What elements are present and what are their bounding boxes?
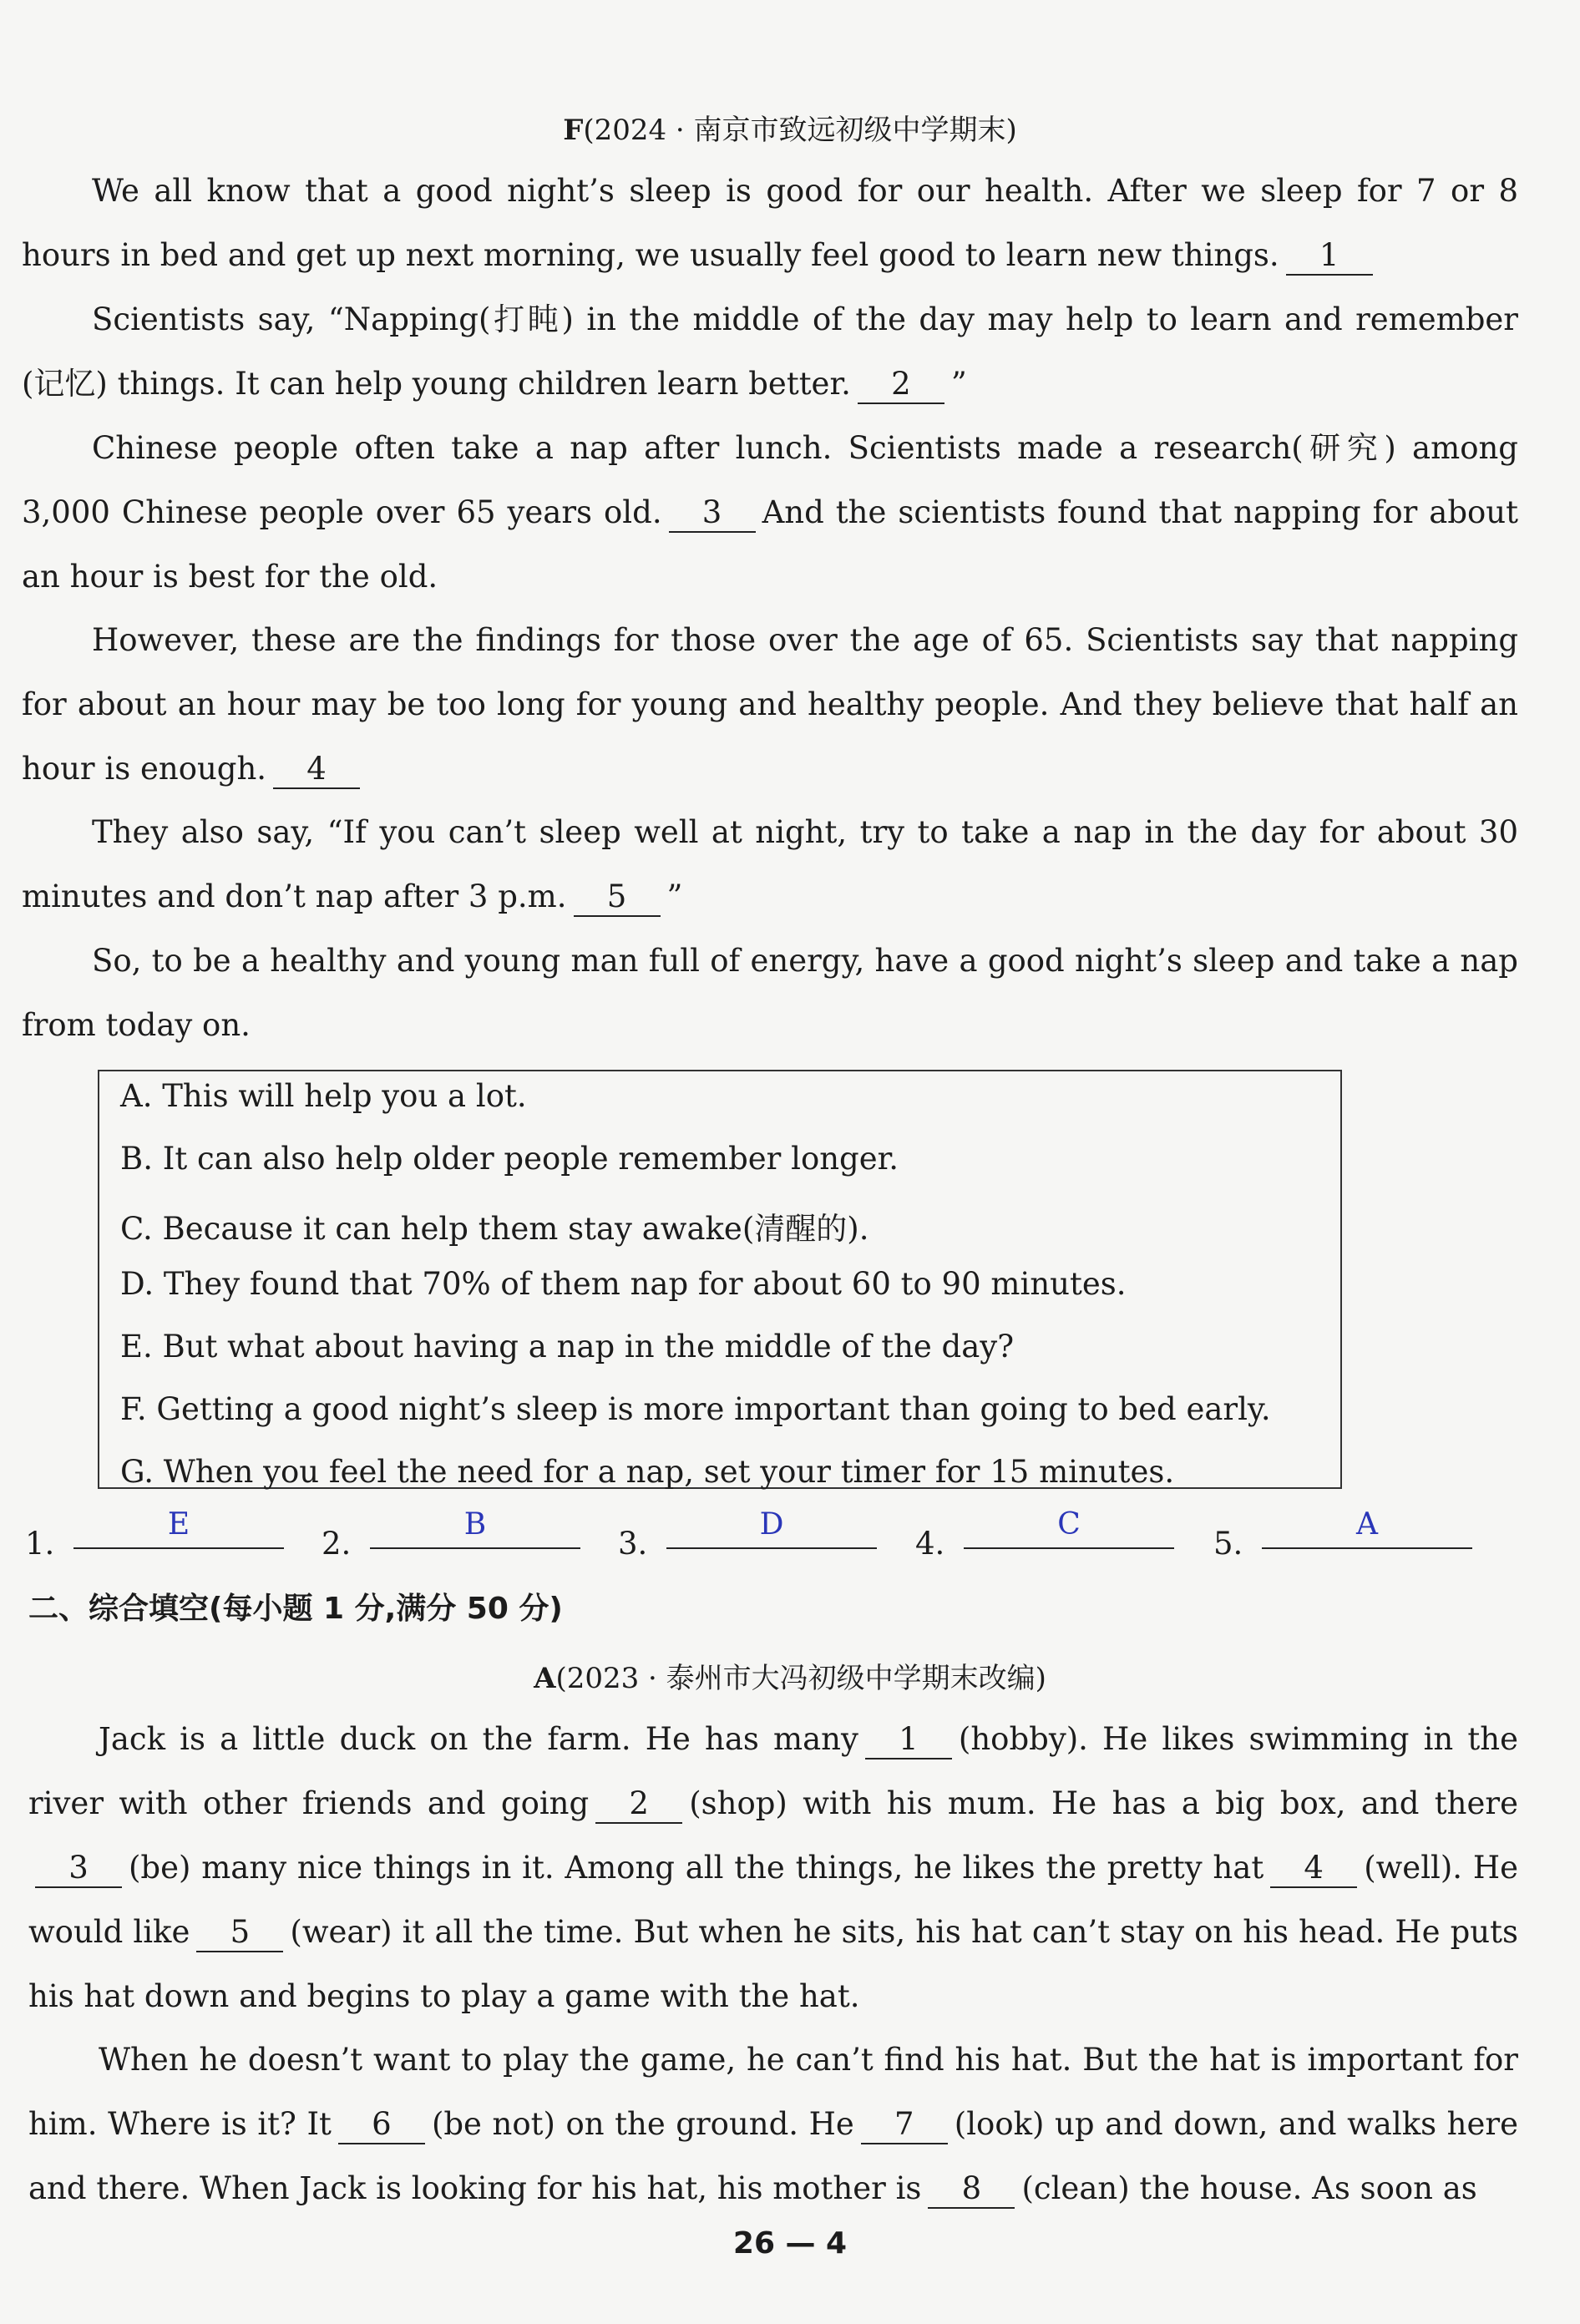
option-c: C. Because it can help them stay awake(清醒的). xyxy=(120,1211,869,1247)
passage-f-title: F(2024 · 南京市致远初级中学期末) xyxy=(563,114,1017,147)
blank-a5[interactable]: 5 xyxy=(196,1914,283,1952)
passage-a-paragraph-2: When he doesn’t want to play the game, he can’t find his hat. But the hat is important for him. Where is it? It 6 (be not) on the ground. He 7 (look) up and down, and walks here and there. When Jack is looking for his hat, his mother is 8 (clean) the house. As soon as xyxy=(28,2028,1518,2220)
passage-f-paragraph-4: However, these are the findings for those over the age of 65. Scientists say that napping for about an hour may be too long for young and healthy people. And they believe that half an hour is enough. 4 xyxy=(22,608,1518,801)
option-b: B. It can also help older people remember longer. xyxy=(120,1141,899,1177)
answer-value-5: A xyxy=(1356,1507,1378,1542)
blank-a1[interactable]: 1 xyxy=(865,1721,952,1759)
answer-value-2: B xyxy=(463,1507,487,1542)
answer-row xyxy=(0,1507,1580,1566)
passage-f-paragraph-2: Scientists say, “Napping(打盹) in the middle of the day may help to learn and remember (记忆) things. It can help young children learn better. 2 ” xyxy=(22,287,1518,416)
passage-f-paragraph-3: Chinese people often take a nap after lunch. Scientists made a research(研究) among 3,000 Chinese people over 65 years old. 3 And the scientists found that napping for about an hour is best for the old. xyxy=(22,430,1518,595)
blank-4[interactable]: 4 xyxy=(273,751,360,789)
blank-a7[interactable]: 7 xyxy=(861,2106,948,2144)
answer-num-2: 2. xyxy=(322,1526,352,1562)
blank-a8[interactable]: 8 xyxy=(928,2170,1015,2209)
blank-a2[interactable]: 2 xyxy=(595,1785,682,1824)
passage-f-paragraph-1: We all know that a good night’s sleep is good for our health. After we sleep for 7 or 8 hours in bed and get up next morning, we usually feel good to learn new things. 1 xyxy=(22,159,1518,287)
passage-a-title: A(2023 · 泰州市大冯初级中学期末改编) xyxy=(534,1662,1046,1695)
answer-value-3: D xyxy=(759,1507,784,1542)
page-number: 26 — 4 xyxy=(732,2226,848,2261)
answer-value-1: E xyxy=(167,1507,190,1542)
answer-num-3: 3. xyxy=(618,1526,648,1562)
blank-a3[interactable]: 3 xyxy=(35,1850,122,1888)
answer-line-3[interactable] xyxy=(666,1547,877,1549)
answer-value-4: C xyxy=(1057,1507,1081,1542)
option-g: G. When you feel the need for a nap, set your timer for 15 minutes. xyxy=(120,1454,1175,1490)
answer-line-1[interactable] xyxy=(73,1547,284,1549)
blank-2[interactable]: 2 xyxy=(858,366,944,404)
answer-num-5: 5. xyxy=(1213,1526,1243,1562)
answer-num-1: 1. xyxy=(25,1526,55,1562)
passage-a-paragraph-1: Jack is a little duck on the farm. He has many 1 (hobby). He likes swimming in the river with other friends and going 2 (shop) with his mum. He has a big box, and there3 (be) many nice things in it. Among all the things, he likes the pretty hat 4 (well). He would like 5 (wear) it all the time. But when he sits, his hat can’t stay on his head. He puts his hat down and begins to play a game with the hat. xyxy=(28,1721,1518,2014)
answer-line-4[interactable] xyxy=(964,1547,1174,1549)
blank-1[interactable]: 1 xyxy=(1286,237,1373,276)
section-2-heading: 二、综合填空(每小题 1 分,满分 50 分) xyxy=(28,1592,563,1626)
options-box xyxy=(98,1070,1342,1489)
answer-line-5[interactable] xyxy=(1262,1547,1472,1549)
passage-f-paragraph-6: So, to be a healthy and young man full of energy, have a good night’s sleep and take a nap from today on. xyxy=(22,943,1518,1043)
answer-num-4: 4. xyxy=(915,1526,945,1562)
option-e: E. But what about having a nap in the middle of the day? xyxy=(120,1329,1015,1365)
blank-a6[interactable]: 6 xyxy=(338,2106,425,2144)
option-d: D. They found that 70% of them nap for about 60 to 90 minutes. xyxy=(120,1266,1127,1302)
answer-line-2[interactable] xyxy=(370,1547,580,1549)
option-a: A. This will help you a lot. xyxy=(120,1078,527,1114)
blank-a4[interactable]: 4 xyxy=(1270,1850,1357,1888)
blank-5[interactable]: 5 xyxy=(574,878,661,917)
passage-f-paragraph-5: They also say, “If you can’t sleep well at night, try to take a nap in the day for about 30 minutes and don’t nap after 3 p.m. 5 ” xyxy=(22,800,1518,929)
option-f: F. Getting a good night’s sleep is more important than going to bed early. xyxy=(120,1391,1271,1427)
blank-3[interactable]: 3 xyxy=(669,494,756,533)
